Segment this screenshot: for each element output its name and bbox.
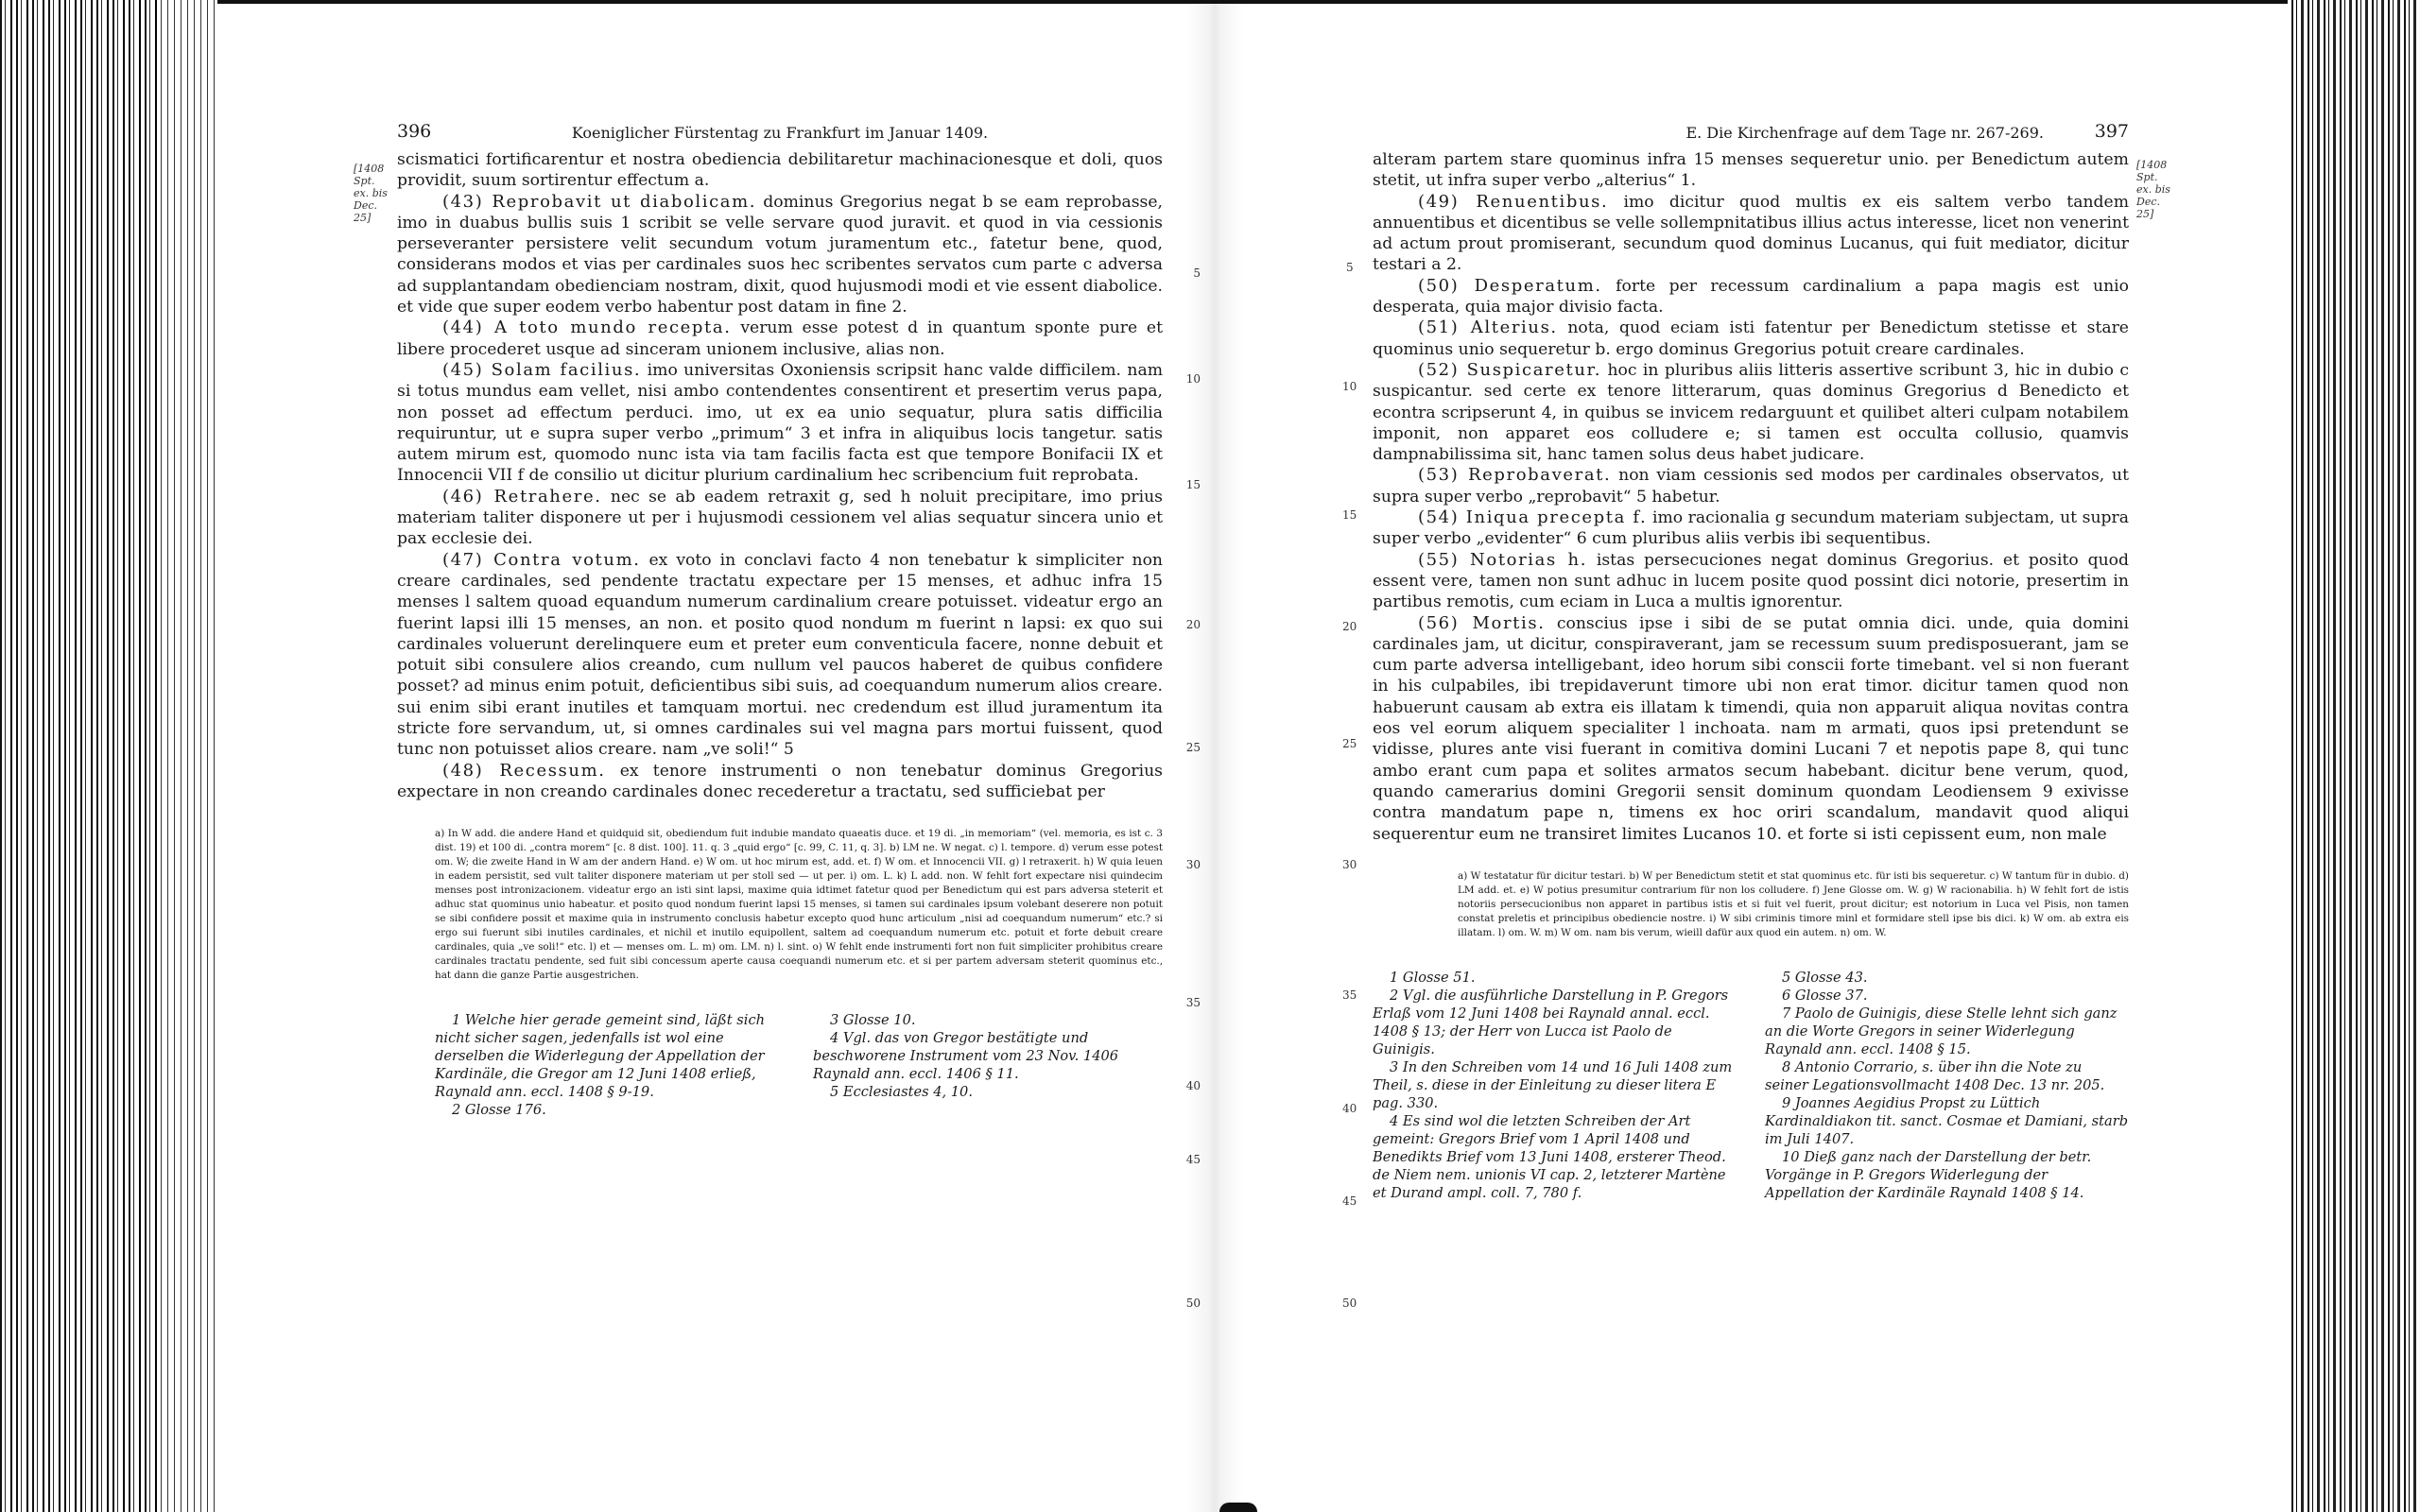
paragraph <box>1373 318 2129 360</box>
footnote-column <box>1373 969 1737 1202</box>
paragraph <box>1373 276 2129 318</box>
paragraph-text: forte per recessum cardinalium a papa magis est unio desperata, quia major divisio facta. <box>1373 276 2129 318</box>
footnote-column <box>813 1011 1163 1119</box>
footnote: 6 Glosse 37. <box>1782 987 1868 1004</box>
line-number: 40 <box>1185 1079 1201 1092</box>
paragraph-text: dominus Gregorius negat b se eam reprobasse, imo in duabus bullis suis 1 scribit se velle servare quod juravit. et quod in via cessionis perseveranter persistere velit secundum votum juramentum etc., fatetur bene, quod, considerans modos et vias per cardinales suos hec scribentes servatos cum parte c adversa ad supplantandam obedienciam nostram, dixit, quod hujusmodi modi et vie essent diabolice. et vide que super eodem verbo habentur post datam in fine 2. <box>397 192 1164 318</box>
paragraph <box>397 149 1163 192</box>
right-page <box>1342 121 2170 1310</box>
paragraph-lemma: (51) Alterius. <box>1418 318 1558 338</box>
line-number: 20 <box>1342 620 1357 633</box>
paragraph-lemma: (47) Contra votum. <box>442 549 641 570</box>
line-number: 10 <box>1342 380 1357 393</box>
line-number: 45 <box>1185 1153 1201 1166</box>
line-number: 30 <box>1342 858 1357 871</box>
footnote-column <box>1765 969 2129 1202</box>
footnote: 10 Dieß ganz nach der Darstellung der betr. Vorgänge in P. Gregors Widerlegung der Appellation der Kardinäle Raynald 1408 § 14. <box>1765 1148 2092 1201</box>
line-number: 35 <box>1342 988 1357 1002</box>
paragraph-lemma: (55) Notorias h. <box>1418 549 1588 570</box>
paragraph <box>397 360 1163 487</box>
paragraph-lemma: (48) Recessum. <box>442 760 606 781</box>
paragraph-lemma: (45) Solam facilius. <box>442 359 642 380</box>
margin-date-note: [1408 Spt. ex. bis Dec. 25] <box>354 163 388 224</box>
paragraph <box>1373 192 2129 276</box>
line-number: 5 <box>1193 266 1201 280</box>
line-number: 15 <box>1342 508 1357 522</box>
paragraph-text: istas persecuciones negat dominus Gregorius. et posito quod essent vere, tamen non sunt adhuc in lucem posite quod possint dici notorie, presertim in partibus remotis, cum eciam in Luca a multis ignorentur. <box>1373 550 2129 612</box>
paragraph-text: non viam cessionis sed modos per cardinales observatos, ut supra super verbo „reprobavit“ 5 habetur. <box>1373 466 2129 507</box>
paragraph-lemma: (49) Renuentibus. <box>1418 191 1609 212</box>
footnote-column <box>435 1011 785 1119</box>
footnote: 9 Joannes Aegidius Propst zu Lüttich Kardinaldiakon tit. sanct. Cosmae et Damiani, starb im Juli 1407. <box>1765 1094 2129 1147</box>
footnote: 8 Antonio Corrario, s. über ihn die Note zu seiner Legationsvollmacht 1408 Dec. 13 nr. 205. <box>1765 1058 2105 1093</box>
footnote: 5 Glosse 43. <box>1782 969 1868 986</box>
paragraph-text: imo universitas Oxoniensis scripsit hanc valde difficilem. nam si totus mundus eam vellet, nisi ambo contendentes consentirent et presertim verus papa, non posset ad effectum perduci. imo, ut ex ea unio sequatur, plura satis difficilia requiruntur, ut e supra super verbo „primum“ 3 et infra in aliquibus locis tangetur. satis autem mirum est, quomodo nunc ista via tam facilis facta est que tempore Bonifacii IX et Innocencii VII f de consilio ut dicitur plurium cardinalium hec scribencium fuit reprobata. <box>397 360 1163 486</box>
line-number: 10 <box>1185 372 1201 386</box>
page-number: 396 <box>397 121 432 142</box>
book-edge-left <box>0 0 217 1512</box>
paragraph-text: ex tenore instrumenti o non tenebatur dominus Gregorius expectare in non creando cardinales donec recederetur a tractatu, sed sufficiebat per <box>397 761 1163 801</box>
line-number: 50 <box>1342 1297 1357 1310</box>
paragraph <box>397 550 1163 761</box>
paragraph-text: alteram partem stare quominus infra 15 menses sequeretur unio. per Benedictum autem stetit, ut infra super verbo „alterius“ 1. <box>1373 150 2129 191</box>
footnote: 1 Welche hier gerade gemeint sind, läßt sich nicht sicher sagen, jedenfalls ist wol eine derselben die Widerlegung der Appellation der Kardinäle, die Gregor am 12 Juni 1408 erließ, Raynald ann. eccl. 1408 § 9-19. <box>435 1012 766 1101</box>
paragraph-lemma: (44) A toto mundo recepta. <box>442 318 732 338</box>
footnote: 4 Es sind wol die letzten Schreiben der Art gemeint: Gregors Brief vom 1 April 1408 und Benedikts Brief vom 13 Juni 1408, ersterer Theod. de Niem nem. unionis VI cap. 2, letzterer Martène et Durand ampl. coll. 7, 780 f. <box>1373 1112 1726 1201</box>
footnote: 3 In den Schreiben vom 14 und 16 Juli 1408 zum Theil, s. diese in der Einleitung zu dieser litera E pag. 330. <box>1373 1058 1733 1111</box>
running-header <box>397 121 1163 149</box>
paragraph <box>1373 149 2129 192</box>
page-body <box>1373 149 2129 845</box>
paragraph <box>397 761 1163 803</box>
paragraph-text: imo racionalia g secundum materiam subjectam, ut supra super verbo „evidenter“ 6 cum pluribus aliis verbis ibi sequentibus. <box>1373 508 2130 549</box>
critical-apparatus: a) In W add. die andere Hand et quidquid sit, obediendum fuit indubie mandato quaeatis duce. et 19 di. „in memoriam“ (vel. memoria, es ist c. 3 dist. 19) et 100 di. „contra morem“ [c. 8 dist. 100]. 11. q. 3 „quid ergo“ [c. 99, C. 11, q. 3]. b) LM ne. W negat. c) l. tempore. d) verum esse potest om. W; die zweite Hand in W am der andern Hand. e) W om. ut hoc mirum est, add. et. f) W om. et Innocencii VII. g) l retraxerit. h) W quia leuen in eadem persistit, sed vult taliter disponere materiam ut per stoll sed — ut per. i) om. L. k) L add. non. W fehlt fort expectare nisi quindecim menses post intronizacionem. videatur ergo an isti sint lapsi, maxime quia idtimet fatetur quod per Benedictum qui est pars adversa steterit et adhuc stat quominus unio habeatur. et posito quod nondum fuerint lapsi 15 menses, si tamen sui cardinales ipsum volebant deserere non potuit se sibi confidere possit et maxime quia in instrumento conclusis habetur excepto quod hunc articulum „nisi ad coequandum numerum“ etc.? si ergo sui fuerunt sibi inutiles cardinales, et nichil et inutilo equipollent, saltem ad coequandum numerum etc. potuit et forte debuit creare cardinales, quia „ve soli!“ etc. l) et — menses om. L. m) om. LM. n) l. sint. o) W fehlt ende instrumenti fort non fuit simpliciter prohibitus creare cardinales tractatu pendente, sed fuit sibi concessum aperte causa coequandi numerum etc. et si per partem adversam steterit quominus etc., hat dann die ganze Partie ausgestrichen. <box>435 828 1163 982</box>
paragraph-text: scismatici fortificarentur et nostra obediencia debilitaretur machinacionesque et doli, quos providit, suum sortirentur effectum a. <box>397 150 1163 191</box>
line-number: 30 <box>1185 858 1201 871</box>
paragraph-lemma: (56) Mortis. <box>1418 612 1546 633</box>
line-number: 25 <box>1185 741 1201 754</box>
paragraph-text: conscius ipse i sibi de se putat omnia dici. unde, quia domini cardinales jam, ut dicitur, conspiraverant, jam se recessum suum predisposuerant, jam se cum parte adversa intelligebant, ideo horum sibi conscii forte timebant. vel si non fuerant in his culpabiles, ibi trepidaverunt timore ubi non erat timor. dicitur tamen quod non habuerunt causam ab extra eis illatam k timendi, quia non apparuit aliqua novitas contra eos vel eorum aliquem specialiter l inchoata. nam m armati, quos ipsi pretendunt se vidisse, plures ante visi fuerant in comitiva domini Lucani 7 et nepotis pape 8, qui tunc ambo erant cum papa et solites armatos secum habebant. dicitur bene verum, quod, quando camerarius domini Gregorii sensit dominum quondam Leodiensem 9 exivisse contra mandatum pape n, timens ex hoc oriri scandalum, mandavit quod aliqui sequerentur eum ne transiret limites Lucanos 10. et forte si isti cepissent eum, non male <box>1373 613 2129 844</box>
paragraph <box>1373 507 2129 550</box>
page-number: 397 <box>2094 121 2129 142</box>
paragraph-text: verum esse potest d in quantum sponte pure et libere procederet usque ad sinceram unionem inclusive, alias non. <box>397 318 1164 359</box>
running-header <box>1373 121 2129 149</box>
paragraph-lemma: (46) Retrahere. <box>442 486 602 507</box>
line-number: 50 <box>1185 1297 1201 1310</box>
paragraph <box>1373 550 2129 613</box>
line-number: 20 <box>1185 618 1201 631</box>
paragraph-text: hoc in pluribus aliis litteris assertive scribunt 3, hic in dubio c suspicantur. sed certe ex tenore litterarum, quas dominus Gregorius d Benedicto et econtra scripserunt 4, in quibus se invicem redarguunt et quilibet alteri culpam notabilem imponit, non apparet eos colludere e; si tamen est occulta collusio, quamvis dampnabilissima sit, hanc tamen solus deus habet judicare. <box>1373 360 2129 465</box>
footnotes <box>1373 969 2129 1202</box>
paragraph <box>397 318 1163 360</box>
left-page <box>354 121 1201 1310</box>
line-number: 25 <box>1342 737 1357 750</box>
footnote: 5 Ecclesiastes 4, 10. <box>830 1084 973 1101</box>
page-body <box>397 149 1163 802</box>
line-number: 5 <box>1346 261 1354 274</box>
paragraph-text: ex voto in conclavi facto 4 non tenebatur k simpliciter non creare cardinales, sed pendente tractatu expectare per 15 menses, et adhuc infra 15 menses l saltem quoad equandum numerum cardinalium creare potuisset. videatur ergo an fuerint lapsi illi 15 menses, an non. et posito quod nondum m fuerint n lapsi: ex quo sui cardinales voluerunt derelinquere eum et preter eum conventicula facere, nonne debuit et potuit sibi consulere alios creando, cum nullum vel paucos haberet de quibus confidere posset? ad minus enim potuit, deficientibus sibi suis, ad coequandum numerum alios creare. sui enim sibi erant inutiles et tamquam mortui. nec credendum est illud juramentum ita stricte fore servandum, ut, si omnes cardinales sui vel magna pars mortui fuissent, quod tunc non potuisset alios creare. nam „ve soli!“ 5 <box>397 550 1163 760</box>
footnote: 2 Vgl. die ausführliche Darstellung in P. Gregors Erlaß vom 12 Juni 1408 bei Raynald annal. eccl. 1408 § 13; der Herr von Lucca ist Paolo de Guinigis. <box>1373 987 1729 1057</box>
top-edge <box>217 0 2288 4</box>
paragraph <box>397 487 1163 550</box>
line-number: 35 <box>1185 996 1201 1009</box>
critical-apparatus: a) W testatatur für dicitur testari. b) W per Benedictum stetit et stat quominus etc. für isti bis sequeretur. c) W tantum für in dubio. d) LM add. et. e) W potius presumitur contrarium für non los colludere. f) Jene Glosse om. W. g) W racionabilia. h) W fehlt fort de istis notoriis persecucionibus non apparet in partibus istis et si fuit vel fuerit, prout dicitur; est notorium in Luca vel Pisis, non tamen constat preletis et principibus obediencie nostre. i) W sibi criminis timore minl et formidare stell ipse bis dici. k) W om. ab extra eis illatam. l) om. W. m) W om. nam bis verum, wieill dafür aux quod ein autem. n) om. W. <box>1458 869 2129 938</box>
line-number: 40 <box>1342 1102 1357 1115</box>
line-number: 45 <box>1342 1194 1357 1208</box>
paragraph-lemma: (54) Iniqua precepta f. <box>1418 507 1648 528</box>
footnote: 1 Glosse 51. <box>1390 969 1476 986</box>
line-number: 15 <box>1185 478 1201 491</box>
bottom-notch <box>1219 1503 1257 1512</box>
paragraph-lemma: (53) Reprobaverat. <box>1418 465 1612 486</box>
running-title: E. Die Kirchenfrage auf dem Tage nr. 267-269. <box>1685 124 2044 142</box>
paragraph <box>1373 613 2129 845</box>
paragraph-text: imo dicitur quod multis ex eis saltem verbo tandem annuentibus et dicentibus se velle sollempnitatibus illius actus interesse, licet non venerint ad actum prout promiserant, secundum quod dominus Lucanus, qui fuit mediator, dicitur testari a 2. <box>1373 192 2129 275</box>
paragraph <box>1373 360 2129 465</box>
paragraph-text: nota, quod eciam isti fatentur per Benedictum stetisse et stare quominus unio sequeretur b. ergo dominus Gregorius potuit creare cardinales. <box>1373 318 2129 359</box>
footnote: 4 Vgl. das von Gregor bestätigte und beschworene Instrument vom 23 Nov. 1406 Raynald ann. eccl. 1406 § 11. <box>813 1030 1119 1083</box>
paragraph-lemma: (50) Desperatum. <box>1418 275 1602 296</box>
footnote: 7 Paolo de Guinigis, diese Stelle lehnt sich ganz an die Worte Gregors in seiner Widerlegung Raynald ann. eccl. 1408 § 15. <box>1765 1005 2118 1057</box>
running-title: Koeniglicher Fürstentag zu Frankfurt im Januar 1409. <box>571 124 989 142</box>
footnotes <box>397 1011 1163 1119</box>
footnote: 2 Glosse 176. <box>452 1102 546 1119</box>
paragraph <box>397 192 1163 318</box>
paragraph-lemma: (52) Suspicaretur. <box>1418 359 1602 380</box>
paragraph-text: nec se ab eadem retraxit g, sed h noluit precipitare, imo prius materiam taliter disponere ut per i hujusmodi cessionem vel alias sequatur sincera unio et pax ecclesie dei. <box>397 487 1164 549</box>
book-edge-right <box>2288 0 2420 1512</box>
margin-date-note: [1408 Spt. ex. bis Dec. 25] <box>2136 159 2170 220</box>
footnote: 3 Glosse 10. <box>830 1012 916 1029</box>
paragraph-lemma: (43) Reprobavit ut diabolicam. <box>442 191 757 212</box>
paragraph <box>1373 465 2129 507</box>
